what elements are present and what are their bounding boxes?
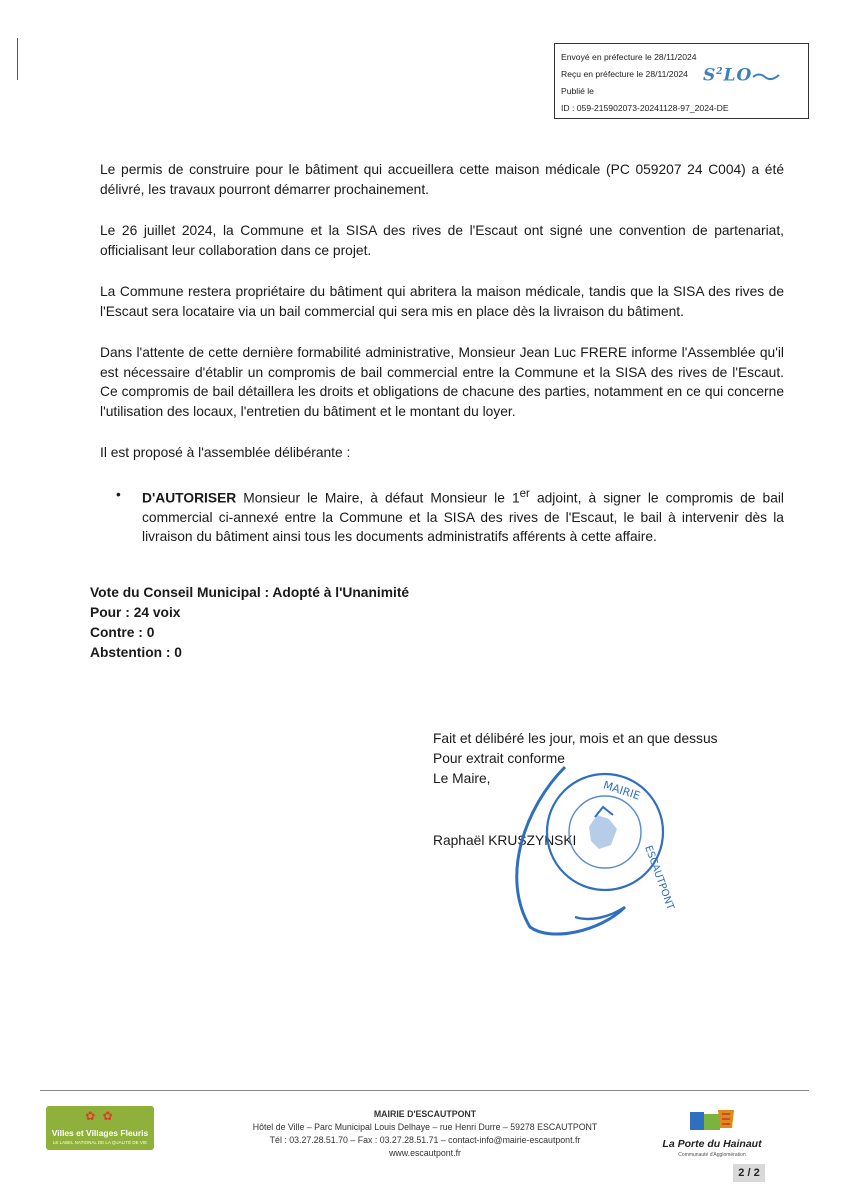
vote-title: Vote du Conseil Municipal : Adopté à l'Unanimité [90,585,410,600]
stamp-sent: Envoyé en préfecture le 28/11/2024 [561,52,697,62]
prefecture-stamp [554,43,809,119]
signer-name: Raphaël KRUSZYNSKI [433,833,577,848]
footer-divider [40,1090,809,1091]
svg-text:ESCAUTPONT: ESCAUTPONT [642,844,676,912]
signature-line-2: Pour extrait conforme [433,751,565,766]
stamp-published: Publié le [561,86,594,96]
paragraph-permit: Le permis de construire pour le bâtiment qui accueillera cette maison médicale (PC 059207 24 C004) a été délivré, les travaux pourront démarrer prochainement. [100,162,784,197]
vote-pour: Pour : 24 voix [90,605,181,620]
villes-fleuris-badge [46,1106,154,1150]
porte-du-hainaut-logo [662,1108,762,1158]
authorization-item: • D'AUTORISER Monsieur le Maire, à défaut Monsieur le 1er adjoint, à signer le compromis de bail commercial ci-annexé entre la Commune et la SISA des rives de l'Escaut, le bail à intervenir dès la livraison du bâtiment ainsi tous les documents administratifs afférents à cette affaire. [116,486,784,545]
signature-line-1: Fait et délibéré les jour, mois et an que dessus [433,731,718,746]
vote-contre: Contre : 0 [90,625,155,640]
svg-text:MAIRIE: MAIRIE [601,778,642,803]
deliberation-body [100,160,784,569]
paragraph-proposal: Il est proposé à l'assemblée délibérante : [100,445,351,460]
footer-phone: Tél : 03.27.28.51.70 – Fax : 03.27.28.51.71 – contact-info@mairie-escautpont.fr [269,1135,581,1145]
paragraph-ownership: La Commune restera propriétaire du bâtiment qui abritera la maison médicale, tandis que la SISA des rives de l'Escaut sera locataire via un bail commercial qui sera mis en place dès la livraison du bâtiment. [100,284,784,319]
footer-address: Hôtel de Ville – Parc Municipal Louis Delhaye – rue Henri Durre – 59278 ESCAUTPONT [252,1122,598,1132]
bullet-icon: • [116,486,121,502]
authorization-keyword: D'AUTORISER [142,490,237,506]
mairie-seal [505,757,685,947]
porte-logo-icon [662,1108,762,1138]
s2lo-logo: $S^2LO$ [703,64,780,85]
vote-result [90,583,409,663]
partner-sub: Communauté d'Agglomération [678,1152,746,1158]
footer-website[interactable]: www.escautpont.fr [389,1148,461,1158]
vote-abstention: Abstention : 0 [90,645,182,660]
partner-name: La Porte du Hainaut [662,1138,762,1150]
stamp-id: ID : 059-215902073-20241128-97_2024-DE [561,103,729,113]
paragraph-convention: Le 26 juillet 2024, la Commune et la SISA des rives de l'Escaut ont signé une convention de partenariat, officialisant leur collaboration dans ce projet. [100,223,784,258]
badge-sub: LE LABEL NATIONAL DE LA QUALITÉ DE VIE [52,1140,148,1145]
flower-icon: ✿ ✿ [85,1109,115,1123]
badge-label: Villes et Villages Fleuris [51,1128,149,1138]
margin-line [17,38,18,80]
stamp-received: Reçu en préfecture le 28/11/2024 [561,69,688,79]
signature-line-3: Le Maire, [433,771,491,786]
page-number: 2 / 2 [733,1164,765,1182]
footer-contact [200,1108,650,1160]
footer-title: MAIRIE D'ESCAUTPONT [373,1109,477,1119]
paragraph-lease: Dans l'attente de cette dernière formabilité administrative, Monsieur Jean Luc FRERE informe l'Assemblée qu'il est nécessaire d'établir un compromis de bail commercial entre la Commune et la SISA des rives de l'Escaut. Ce compromis de bail détaillera les droits et obligations de chacune des parties, notamment en ce qui concerne l'utilisation des locaux, l'entretien du bâtiment et le montant du loyer. [100,345,784,419]
